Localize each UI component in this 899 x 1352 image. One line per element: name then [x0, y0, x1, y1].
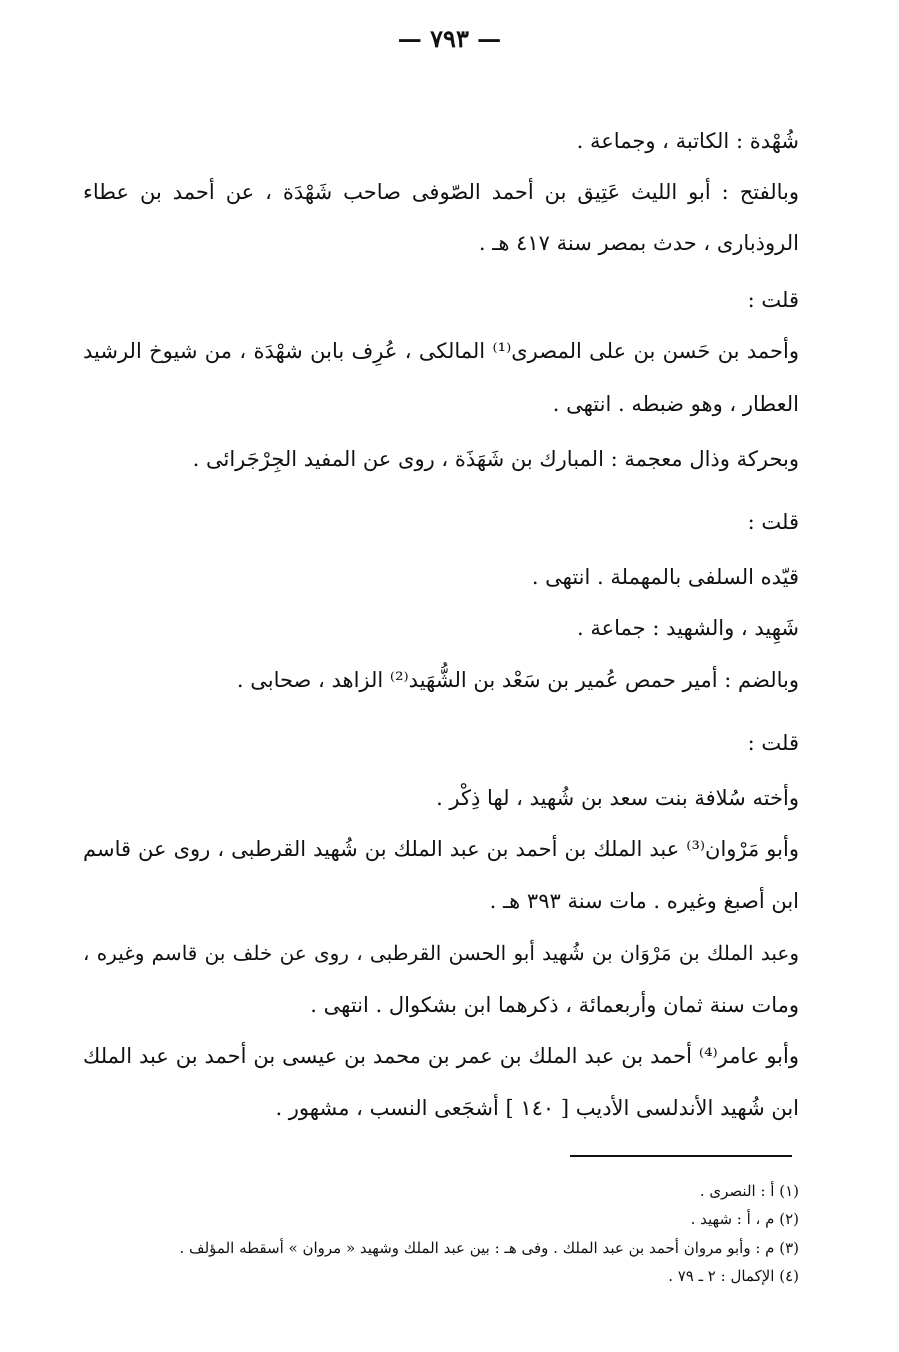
text-line: وبحركة وذال معجمة : المبارك بن شَهَذَة ، روى عن المفيد الجِرْجَرائى . — [192, 447, 799, 471]
text-line: قلت : — [747, 288, 799, 312]
text-line: وبالفتح : أبو الليث عَتِيق بن أحمد الصّوفى صاحب شَهْدَة ، عن أحمد بن عطاء — [83, 180, 799, 204]
text-line: ابن أصبغ وغيره . مات سنة ٣٩٣ هـ . — [489, 889, 799, 913]
footnote: (٢) م ، أ : شهيد . — [690, 1210, 799, 1228]
text-line: قلت : — [747, 510, 799, 534]
text-line: وأبو مَرْوان⁽³⁾ عبد الملك بن أحمد بن عبد الملك بن شُهيد القرطبى ، روى عن قاسم — [83, 837, 799, 861]
text-line: العطار ، وهو ضبطه . انتهى . — [552, 392, 799, 416]
text-line: وعبد الملك بن مَرْوَان بن شُهيد أبو الحسن القرطبى ، روى عن خلف بن قاسم وغيره ، — [83, 941, 799, 965]
footnote: (١) أ : النصرى . — [699, 1182, 799, 1200]
text-line: ومات سنة ثمان وأربعمائة ، ذكرهما ابن بشكوال . انتهى . — [310, 993, 799, 1017]
text-line: الروذبارى ، حدث بمصر سنة ٤١٧ هـ . — [478, 231, 799, 255]
text-line: وبالضم : أمير حمص عُمير بن سَعْد بن الشُّهَيد⁽²⁾ الزاهد ، صحابى . — [236, 668, 799, 692]
text-line: وأبو عامر⁽⁴⁾ أحمد بن عبد الملك بن عمر بن محمد بن عيسى بن أحمد بن عبد الملك — [83, 1044, 799, 1068]
text-line: قلت : — [747, 731, 799, 755]
text-line: قيّده السلفى بالمهملة . انتهى . — [531, 565, 799, 589]
page-number: — ٧٩٣ — — [397, 24, 502, 53]
text-line: شُهْدة : الكاتبة ، وجماعة . — [576, 129, 799, 153]
text-line: شَهِيد ، والشهيد : جماعة . — [577, 616, 799, 640]
footnote-divider — [570, 1155, 792, 1157]
text-line: ابن شُهيد الأندلسى الأديب [ ١٤٠ ] أشجَعى النسب ، مشهور . — [275, 1096, 799, 1120]
text-line: وأحمد بن حَسن بن على المصرى⁽¹⁾ المالكى ، عُرِف بابن شهْدَة ، من شيوخ الرشيد — [83, 339, 799, 363]
footnote: (٣) م : وأبو مروان أحمد بن عبد الملك . وفى هـ : بين عبد الملك وشهيد « مروان » أسقطه المؤلف . — [179, 1239, 799, 1257]
text-line: وأخته سُلافة بنت سعد بن شُهيد ، لها ذِكْر . — [436, 786, 799, 810]
footnote: (٤) الإكمال : ٢ ـ ٧٩ . — [668, 1267, 799, 1285]
